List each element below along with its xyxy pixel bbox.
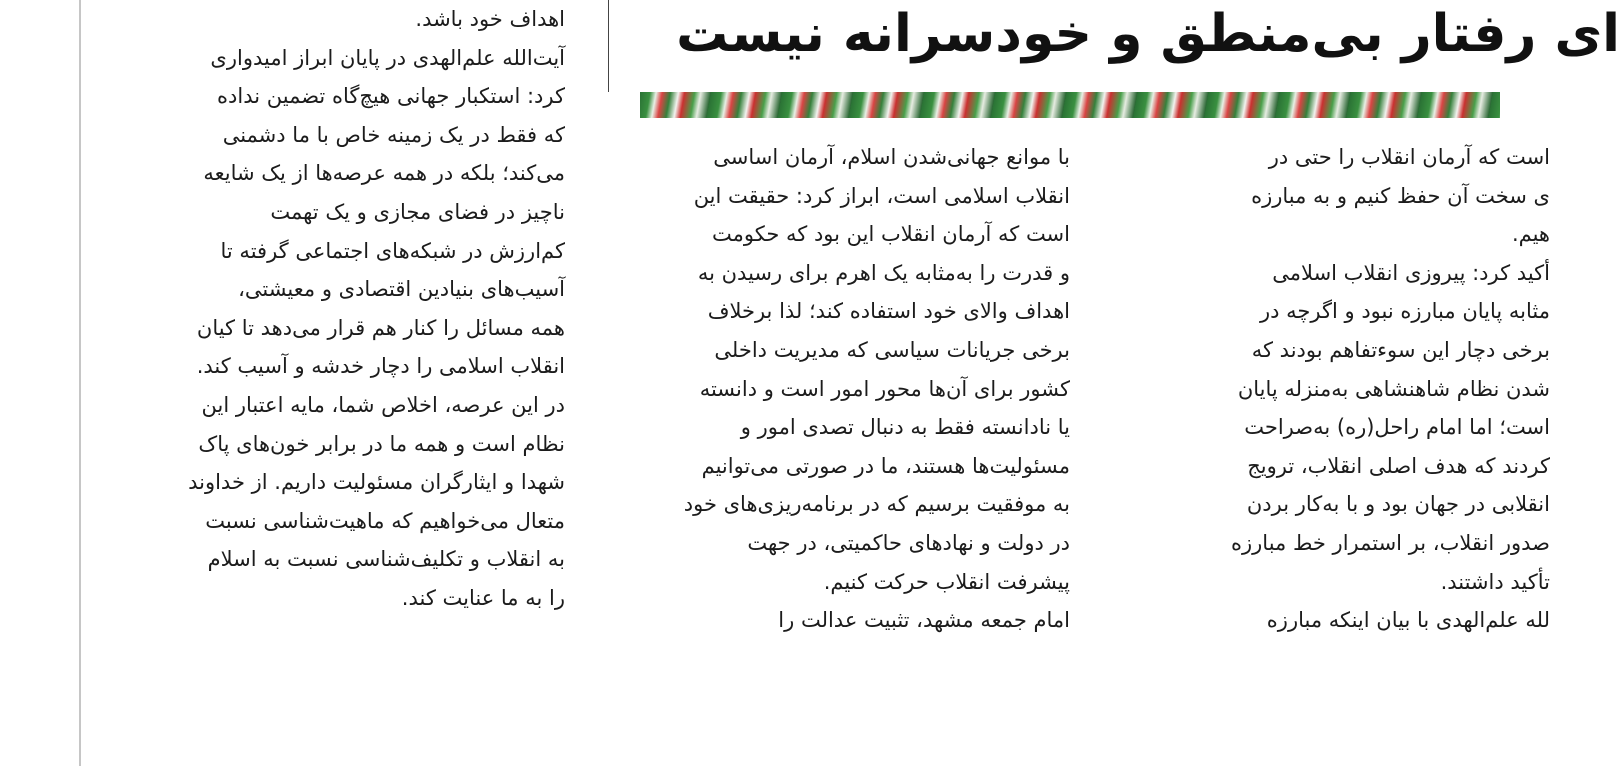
text-line: همه مسائل را کنار هم قرار می‌دهد تا کیان bbox=[196, 315, 565, 340]
text-line: شدن نظام شاهنشاهی به‌منزله پایان bbox=[1237, 376, 1550, 401]
article-column-right bbox=[1090, 138, 1550, 640]
text-line: در دولت و نهادهای حاکمیتی، در جهت bbox=[747, 530, 1070, 555]
article-column-middle bbox=[608, 138, 1070, 640]
article-column-right-area bbox=[1090, 138, 1550, 766]
text-line: است؛ اما امام راحل(ره) به‌صراحت bbox=[1244, 415, 1550, 440]
text-line: و قدرت را به‌مثابه یک اهرم برای رسیدن به bbox=[697, 260, 1070, 285]
text-line: است که آرمان انقلاب این بود که حکومت bbox=[712, 222, 1070, 247]
column-divider bbox=[608, 0, 609, 92]
text-line: اهداف خود باشد. bbox=[415, 7, 565, 31]
text-line: کم‌ارزش در شبکه‌های اجتماعی گرفته تا bbox=[220, 238, 565, 263]
text-line: آیت‌الله علم‌الهدی در پایان ابراز امیدواری bbox=[210, 45, 565, 70]
text-line: که فقط در یک زمینه خاص با ما دشمنی bbox=[222, 122, 565, 147]
text-line: برخی جریانات سیاسی که مدیریت داخلی bbox=[714, 337, 1070, 362]
text-line: انقلاب اسلامی است، ابراز کرد: حقیقت این bbox=[693, 183, 1070, 208]
text-line: کرد: استکبار جهانی هیچ‌گاه تضمین نداده bbox=[217, 84, 565, 109]
text-line: آسیب‌های بنیادین اقتصادی و معیشتی، bbox=[238, 277, 565, 302]
text-line: پیشرفت انقلاب حرکت کنیم. bbox=[823, 569, 1070, 594]
text-line: به موفقیت برسیم که در برنامه‌ریزی‌های خود bbox=[683, 492, 1070, 517]
article-column-left bbox=[100, 0, 565, 618]
text-line: است که آرمان انقلاب را حتی در bbox=[1268, 145, 1550, 169]
text-line: نظام است و همه ما در برابر خون‌های پاک bbox=[198, 431, 565, 456]
text-line: أکید کرد: پیروزی انقلاب اسلامی bbox=[1272, 260, 1550, 285]
text-line: انقلابی در جهان بود و با به‌کار بردن bbox=[1246, 492, 1550, 517]
text-line: در این عرصه، اخلاص شما، مایه اعتبار این bbox=[201, 392, 565, 417]
page-margin-rule bbox=[79, 0, 81, 766]
text-line: مسئولیت‌ها هستند، ما در صورتی می‌توانیم bbox=[701, 453, 1070, 478]
text-line: ناچیز در فضای مجازی و یک تهمت bbox=[270, 199, 565, 224]
text-line: مثابه پایان مبارزه نبود و اگرچه در bbox=[1260, 299, 1550, 324]
text-line: انقلاب اسلامی را دچار خدشه و آسیب کند. bbox=[196, 354, 565, 379]
text-line: را به ما عنایت کند. bbox=[401, 585, 565, 610]
text-line: ی سخت آن حفظ کنیم و به مبارزه bbox=[1251, 183, 1550, 208]
text-line: متعال می‌خواهیم که ماهیت‌شناسی نسبت bbox=[205, 508, 565, 533]
text-line: به انقلاب و تکلیف‌شناسی نسبت به اسلام bbox=[207, 547, 565, 572]
text-line: با موانع جهانی‌شدن اسلام، آرمان اساسی bbox=[713, 145, 1070, 169]
headline-area bbox=[620, 0, 1620, 82]
text-line: اهداف والای خود استفاده کند؛ لذا برخلاف bbox=[707, 299, 1070, 324]
decorative-banner bbox=[640, 92, 1500, 118]
text-line: امام جمعه مشهد، تثبیت عدالت را bbox=[778, 608, 1070, 633]
text-line: کردند که هدف اصلی انقلاب، ترویج bbox=[1247, 453, 1550, 478]
text-line: صدور انقلاب، بر استمرار خط مبارزه bbox=[1231, 530, 1550, 555]
text-line: می‌کند؛ بلکه در همه عرصه‌ها از یک شایعه bbox=[203, 161, 565, 186]
text-line: شهدا و ایثارگران مسئولیت داریم. از خداوند bbox=[188, 470, 565, 495]
text-line: برخی دچار این سوءتفاهم بودند که bbox=[1251, 337, 1550, 362]
text-line: کشور برای آن‌ها محور امور است و دانسته bbox=[699, 376, 1070, 401]
text-line: هیم. bbox=[1511, 222, 1550, 247]
text-line: تأکید داشتند. bbox=[1440, 569, 1550, 594]
text-line: لله علم‌الهدی با بیان اینکه مبارزه bbox=[1266, 608, 1550, 633]
text-line: یا نادانسته فقط به دنبال تصدی امور و bbox=[740, 415, 1070, 440]
headline: ای رفتار بی‌منطق و خودسرانه نیست bbox=[676, 4, 1620, 64]
